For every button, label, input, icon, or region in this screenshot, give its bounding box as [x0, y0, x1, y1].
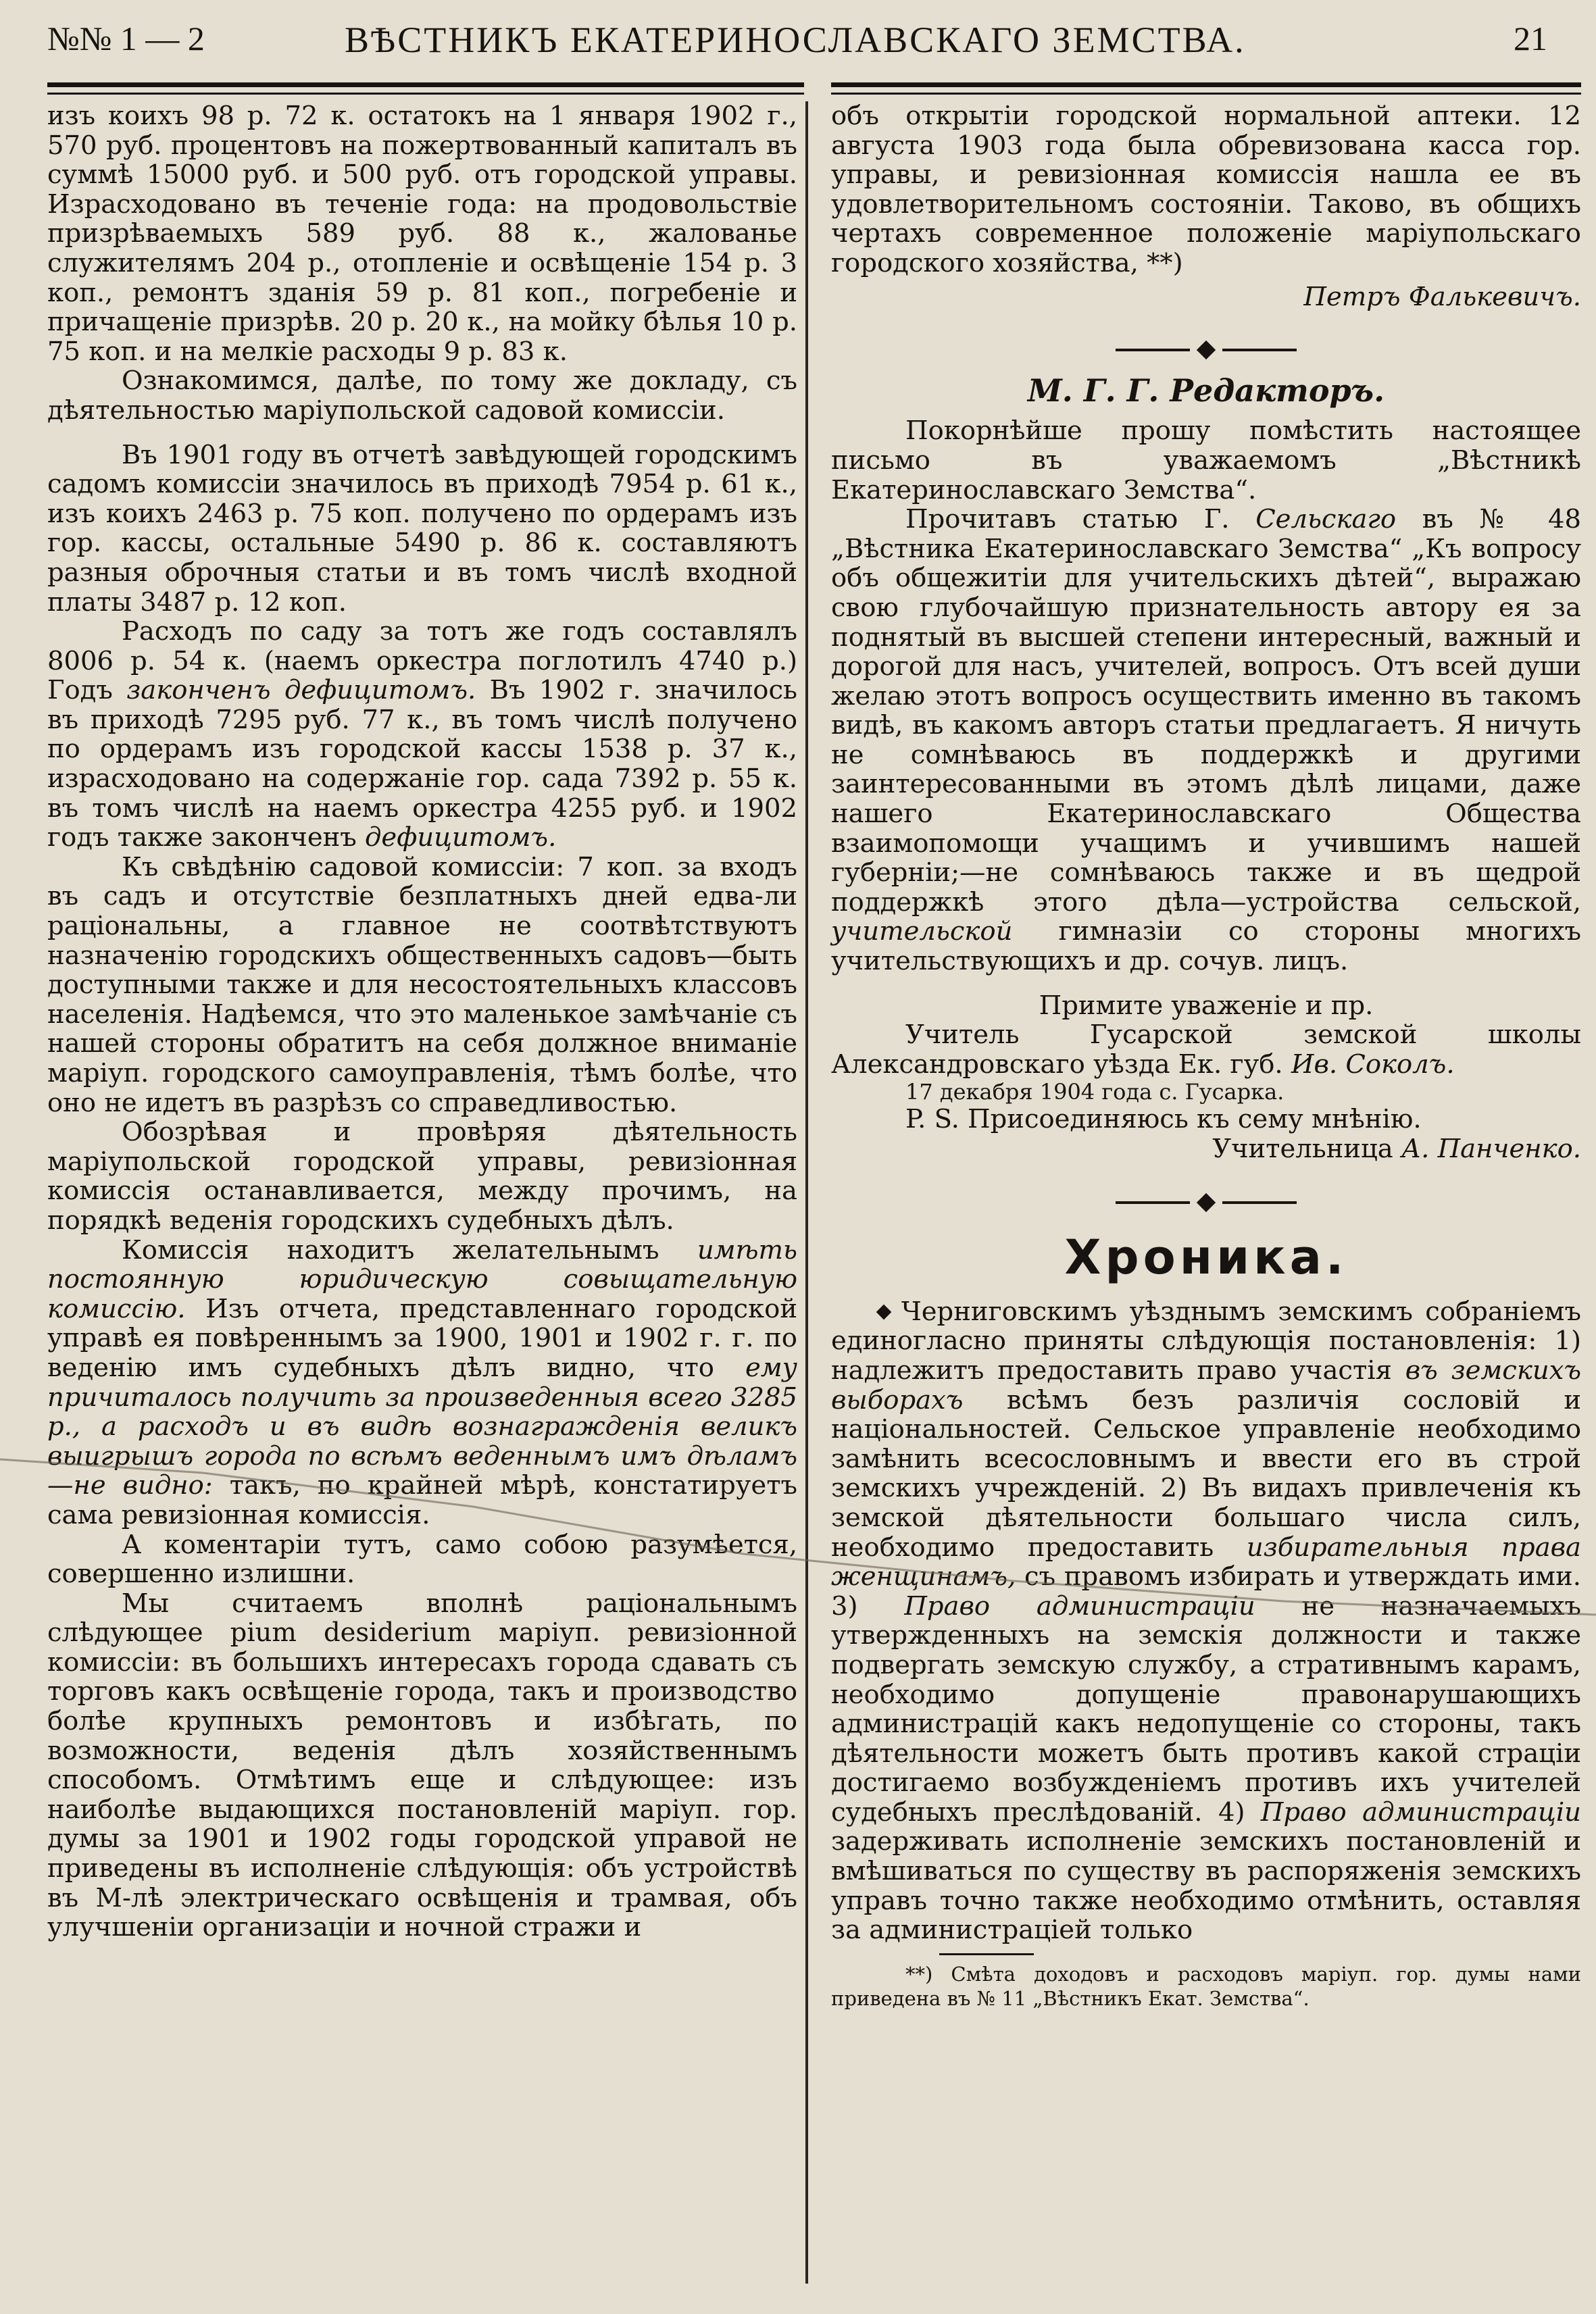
header-rule-right-thin: [831, 93, 1581, 95]
header-rule-right: [831, 82, 1581, 87]
postscript: P. S. Присоединяюсь къ сему мнѣнію.: [905, 1104, 1422, 1135]
page-number: 21: [1514, 20, 1547, 57]
text-run: всѣмъ безъ различія сословій и національностей. Сельское управленіе необходимо замѣнить всесословнымъ и ввести его въ строй земскихъ учрежденій. 2) Въ видахъ привлеченія къ земской дѣятельности большаго числа силъ, необходимо предоставить: [831, 1384, 1581, 1563]
signature: Петръ Фалькевичъ.: [1303, 281, 1581, 312]
text-run: Комиссія находитъ желательнымъ: [122, 1234, 697, 1265]
italic-run: учительской: [831, 916, 1013, 947]
ornament-divider: [831, 334, 1581, 364]
text-run: задерживать исполненіе земскихъ постановленій и вмѣшиваться по существу въ распоряженія земскихъ управъ точно также необходимо отмѣнить, оставляя за администраціей только: [831, 1826, 1581, 1946]
closing-line: Примите уваженіе и пр.: [1039, 990, 1374, 1021]
italic-run: законченъ дефицитомъ.: [126, 675, 476, 706]
text-run: Черниговскимъ уѣзднымъ земскимъ собраніемъ единогласно приняты слѣдующія постановленія: 1) надлежитъ предоставить право участія: [831, 1296, 1581, 1386]
italic-run: А. Панченко.: [1401, 1134, 1581, 1164]
page-header: [47, 19, 1547, 66]
paragraph: изъ коихъ 98 р. 72 к. остатокъ на 1 января 1902 г., 570 руб. процентовъ на пожертвованный капиталъ въ суммѣ 15000 руб. и 500 руб. отъ городской управы. Израсходовано въ теченіе года: на продовольствіе призрѣваемыхъ 589 руб. 88 к., жалованье служителямъ 204 р., отопленіе и освѣщеніе 154 р. 3 коп., ремонтъ зданія 59 р. 81 коп., погребеніе и причащеніе призрѣв. 20 р. 20 к., на мойку бѣлья 10 р. 75 коп. и на мелкіе расходы 9 р. 83 к.: [47, 101, 797, 367]
paragraph: Въ 1901 году въ отчетѣ завѣдующей городскимъ садомъ комиссіи значилось въ приходѣ 7954 р. 61 к., изъ коихъ 2463 р. 75 коп. получено по ордерамъ изъ гор. кассы, остальные 5490 р. 86 к. составляютъ разныя оброчныя статьи и въ томъ числѣ входной платы 3487 р. 12 коп.: [47, 439, 797, 618]
footnote-rule: [939, 1953, 1034, 1955]
paragraph: Къ свѣдѣнію садовой комиссіи: 7 коп. за входъ въ садъ и отсутствіе безплатныхъ дней едва-ли раціональны, а главное не соотвѣтствуютъ назначенію городскихъ общественныхъ садовъ—быть доступными также и для несостоятельныхъ классовъ населенія. Надѣемся, что это маленькое замѣчаніе съ нашей стороны обратитъ на себя должное вниманіе маріуп. городского самоуправленія, тѣмъ болѣе, что оно не идетъ въ разрѣзъ со справедливостью.: [47, 851, 797, 1118]
italic-run: избирательныя права женщинамъ,: [831, 1532, 1582, 1592]
author-line: [831, 1020, 1581, 1079]
paragraph: [831, 1297, 1581, 1945]
journal-title: ВѢСТНИКЪ ЕКАТЕРИНОСЛАВСКАГО ЗЕМСТВА.: [345, 20, 1246, 60]
paragraph: объ открытіи городской нормальной аптеки. 12 августа 1903 года была обревизована касса гор. управы, и ревизіонная комиссія нашла ее въ удовлетворительномъ состояніи. Таково, въ общихъ чертахъ современное положеніе маріупольскаго городского хозяйства, **): [831, 101, 1581, 278]
date-line: 17 декабря 1904 года с. Гусарка.: [905, 1079, 1285, 1105]
italic-run: дефицитомъ.: [365, 822, 557, 853]
text-run: Прочитавъ статью Г.: [905, 504, 1256, 535]
text-run: Учительница: [1212, 1134, 1401, 1164]
header-rule-left-thin: [47, 93, 804, 95]
paragraph: Обозрѣвая и провѣряя дѣятельность маріупольской городской управы, ревизіонная комиссія останавливается, между прочимъ, на порядкѣ веденія городскихъ судебныхъ дѣлъ.: [47, 1117, 797, 1236]
italic-run: Право администраціи: [1260, 1796, 1581, 1828]
right-column: [831, 101, 1581, 2011]
text-run: въ № 48 „Вѣстника Екатеринославскаго Земства“ „Къ вопросу объ общежитіи для учительскихъ дѣтей“, выражаю свою глубочайшую признательность автору ея за поднятый въ высшей степени интересный, важный и дорогой для насъ, учителей, вопросъ. Отъ всей души желаю этотъ вопросъ осуществить именно въ такомъ видѣ, въ какомъ авторъ статьи предлагаетъ. Я ничуть не сомнѣваюсь въ поддержкѣ и другими заинтересованными въ этомъ дѣлѣ лицами, даже нашего Екатеринославскаго Общества взаимопомощи учащимъ и учившимъ нашей губерніи;—не сомнѣваюсь также и въ щедрой поддержкѣ этого дѣла—устройства сельской,: [831, 504, 1581, 917]
text-run: Изъ отчета, представленнаго городской управѣ ея повѣреннымъ за 1900, 1901 и 1902 г. г. по веденію имъ судебныхъ дѣлъ видно, что: [47, 1293, 797, 1383]
paragraph: [831, 505, 1581, 976]
italic-run: въ земскихъ выборахъ: [831, 1355, 1582, 1415]
text-run: Учитель Гусарской земской школы Александровскаго уѣзда Ек. губ.: [831, 1020, 1581, 1080]
paragraph: А коментаріи тутъ, само собою разумѣется, совершенно излишни.: [47, 1529, 797, 1590]
italic-run: ему причиталось получить за произведенныя всего 3285 р., а расходъ и въ видѣ вознагражденія великъ выигрышъ города по всѣмъ веденнымъ имъ дѣламъ—не видно:: [47, 1352, 797, 1501]
letter-heading: М. Г. Г. Редакторъ.: [1027, 372, 1385, 409]
text-run: гимназіи со стороны многихъ учительствующихъ и др. сочув. лицъ.: [831, 916, 1581, 977]
text-run: не назначаемыхъ утвержденныхъ на земскія должности и также подвергать земскую службу, а стративнымъ карамъ, необходимо допущеніе правонарушающихъ администрацій какъ недопущеніе со стороны, такъ дѣятельности можетъ быть противъ какой страціи достигаемо возбужденіемъ противъ ихъ учителей судебныхъ преслѣдованій. 4): [831, 1590, 1581, 1828]
footnote: **) Смѣта доходовъ и расходовъ маріуп. гор. думы нами приведена въ № 11 „Вѣстникъ Екат. Земства“.: [831, 1962, 1581, 2010]
paragraph: Мы считаемъ вполнѣ раціональнымъ слѣдующее pium desiderium маріуп. ревизіонной комиссіи: въ большихъ интересахъ города сдавать съ торговъ какъ освѣщеніе города, такъ и производство болѣе крупныхъ ремонтовъ и избѣгать, по возможности, веденія дѣлъ хозяйственнымъ способомъ. Отмѣтимъ еще и слѣдующее: изъ наиболѣе выдающихся постановленій маріуп. гор. думы за 1901 и 1902 годы городской управой не приведены въ исполненіе слѣдующія: объ устройствѣ въ М-лѣ электрическаго освѣщенія и трамвая, объ улучшеніи организаціи и ночной стражи и: [47, 1588, 797, 1943]
text-run: Въ 1902 г. значилось въ приходѣ 7295 руб. 77 к., въ томъ числѣ получено по ордерамъ изъ городской кассы 1538 р. 37 к., израсходовано на содержаніе гор. сада 7392 р. 55 к. въ томъ числѣ на наемъ оркестра 4255 руб. и 1902 годъ также законченъ: [47, 675, 798, 853]
italic-run: Право администраціи: [904, 1590, 1255, 1621]
paragraph: Ознакомимся, далѣе, по тому же докладу, съ дѣятельностью маріупольской садовой комиссіи.: [47, 366, 797, 426]
header-rule-left: [47, 82, 804, 87]
section-title: Хроника.: [1064, 1230, 1348, 1286]
paragraph: [47, 1236, 797, 1530]
issue-number: №№ 1 — 2: [47, 20, 205, 57]
text-run: такъ, по крайней мѣрѣ, констатируетъ сама ревизіонная комиссія.: [47, 1470, 797, 1530]
italic-run: имѣть постоянную юридическую совыщательную комиссію.: [47, 1234, 797, 1324]
ornament-divider: [831, 1187, 1581, 1217]
postscript-signature: [831, 1134, 1581, 1164]
column-divider: [805, 101, 808, 2284]
paragraph: [47, 617, 797, 853]
paragraph: Покорнѣйше прошу помѣстить настоящее письмо въ уважаемомъ „Вѣстникѣ Екатеринославскаго Земства“.: [831, 416, 1581, 505]
text-run: Расходъ по саду за тотъ же годъ составлялъ 8006 р. 54 к. (наемъ оркестра поглотилъ 4740 р.) Годъ: [47, 616, 797, 706]
italic-run: Ив. Соколъ.: [1291, 1049, 1455, 1080]
text-run: съ правомъ избирать и утверждать ими. 3): [831, 1561, 1581, 1621]
italic-run: Сельскаго: [1255, 504, 1397, 535]
diamond-bullet-icon: [876, 1304, 892, 1319]
left-column: [47, 101, 797, 1942]
